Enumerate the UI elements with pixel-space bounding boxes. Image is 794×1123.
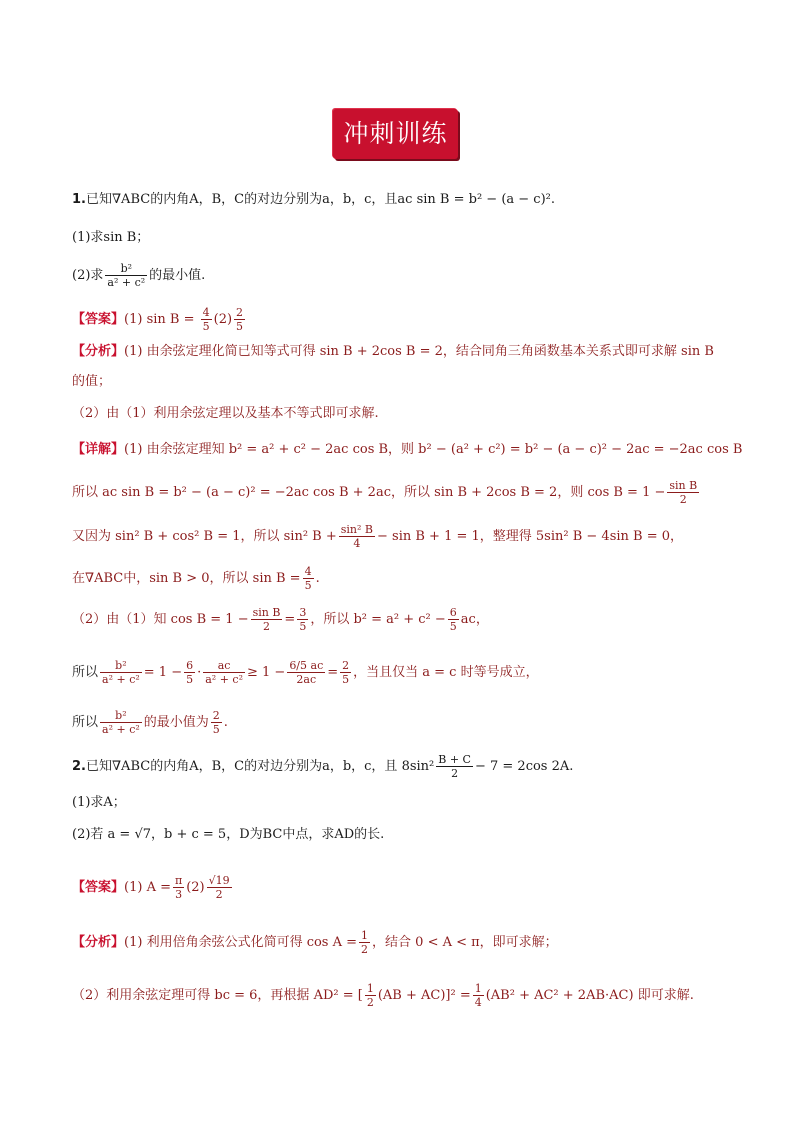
text: 又因为 sin² B + cos² B = 1，所以 sin² B + bbox=[72, 529, 337, 544]
text: − sin B + 1 = 1，整理得 5sin² B − 4sin B = 0， bbox=[377, 529, 684, 544]
problem-2-question-1: (1)求A； bbox=[72, 795, 126, 810]
numerator: 1 bbox=[366, 982, 374, 995]
fraction bbox=[436, 753, 473, 780]
problem-1-question-2 bbox=[72, 262, 205, 289]
text: (2)求 bbox=[72, 268, 104, 283]
numerator: √19 bbox=[208, 874, 230, 887]
answer-tag: 【答案】 bbox=[72, 312, 125, 327]
text: 所以 bbox=[72, 665, 99, 680]
text: 的最小值为 bbox=[143, 715, 209, 730]
fraction bbox=[234, 306, 245, 333]
problem-2-analysis-1 bbox=[72, 929, 558, 956]
denominator: 2 bbox=[361, 943, 369, 956]
problem-1-detail-3 bbox=[72, 523, 683, 550]
text: (1) A = bbox=[124, 880, 171, 895]
text: (1) 由余弦定理知 b² = a² + c² − 2ac cos B，则 b² − (a² + c²) = b² − (a − c)² − 2ac = −2ac cos B bbox=[124, 442, 743, 457]
text: (2) bbox=[186, 880, 205, 895]
fraction bbox=[297, 606, 308, 633]
numerator: 1 bbox=[361, 929, 369, 942]
problem-1-detail-7 bbox=[72, 709, 228, 736]
problem-1-detail-5 bbox=[72, 606, 489, 633]
denominator: a² + c² bbox=[102, 673, 140, 686]
problem-2-answer bbox=[72, 874, 234, 901]
fraction bbox=[184, 659, 195, 686]
text: （2）利用余弦定理可得 bc = 6，再根据 AD² = [ bbox=[72, 988, 363, 1003]
text: ≥ 1 − bbox=[246, 665, 286, 680]
denominator: 2 bbox=[679, 493, 687, 506]
problem-1-analysis-2: （2）由（1）利用余弦定理以及基本不等式即可求解. bbox=[72, 406, 379, 421]
problem-text: 已知∇ABC的内角A，B，C的对边分别为a，b，c，且ac sin B = b² − (a − c)². bbox=[85, 192, 556, 207]
text: ，结合 0 < A < π，即可求解； bbox=[372, 935, 558, 950]
problem-1-analysis bbox=[72, 343, 714, 361]
fraction bbox=[287, 659, 325, 686]
denominator: 5 bbox=[299, 620, 307, 633]
fraction bbox=[365, 982, 376, 1009]
fraction bbox=[340, 659, 351, 686]
numerator: b² bbox=[105, 262, 147, 276]
numerator: 2 bbox=[236, 306, 244, 319]
text: . bbox=[315, 571, 320, 586]
denominator: 4 bbox=[353, 537, 361, 550]
denominator: 2ac bbox=[296, 673, 317, 686]
fraction bbox=[100, 709, 142, 736]
problem-1-detail-4 bbox=[72, 565, 320, 592]
problem-1-detail-1 bbox=[72, 441, 742, 459]
analysis-tag: 【分析】 bbox=[72, 935, 125, 950]
numerator: 6 bbox=[449, 606, 457, 619]
denominator: 5 bbox=[186, 673, 194, 686]
denominator: 2 bbox=[215, 888, 223, 901]
denominator: 5 bbox=[202, 320, 210, 333]
text: (1) sin B = bbox=[124, 312, 195, 327]
fraction bbox=[207, 874, 232, 901]
text: 所以 ac sin B = b² − (a − c)² = −2ac cos B + 2ac，所以 sin B + 2cos B = 2，则 cos B = 1 − bbox=[72, 485, 666, 500]
problem-1-answer bbox=[72, 306, 247, 333]
denominator: 4 bbox=[474, 996, 482, 1009]
text: ，当且仅当 a = c 时等号成立， bbox=[353, 665, 539, 680]
problem-2-question-2: (2)若 a = √7，b + c = 5，D为BC中点，求AD的长. bbox=[72, 827, 385, 842]
problem-2-analysis-2 bbox=[72, 982, 694, 1009]
numerator: 1 bbox=[474, 982, 482, 995]
denominator: 5 bbox=[236, 320, 244, 333]
denominator: a² + c² bbox=[205, 673, 243, 686]
denominator: 2 bbox=[366, 996, 374, 1009]
problem-number: 2. bbox=[72, 759, 86, 774]
text: = bbox=[284, 612, 296, 627]
detail-tag: 【详解】 bbox=[72, 442, 125, 457]
text: . bbox=[223, 715, 228, 730]
text: − 7 = 2cos 2A. bbox=[474, 759, 574, 774]
text: 在∇ABC中，sin B > 0，所以 sin B = bbox=[72, 571, 301, 586]
fraction bbox=[667, 479, 699, 506]
denominator: 3 bbox=[175, 888, 183, 901]
numerator: π bbox=[174, 874, 183, 887]
denominator: 5 bbox=[342, 673, 350, 686]
text: ，所以 b² = a² + c² − bbox=[310, 612, 446, 627]
numerator: 6 bbox=[186, 659, 194, 672]
answer-tag: 【答案】 bbox=[72, 880, 125, 895]
numerator: sin B bbox=[252, 606, 281, 619]
numerator: 2 bbox=[212, 709, 220, 722]
numerator: sin B bbox=[669, 479, 698, 492]
numerator: 6/5 ac bbox=[289, 659, 324, 672]
denominator: 2 bbox=[263, 620, 270, 633]
text: 所以 bbox=[72, 715, 99, 730]
problem-1-detail-2 bbox=[72, 479, 701, 506]
problem-1-analysis-cont: 的值； bbox=[72, 374, 112, 389]
text: · bbox=[197, 665, 202, 680]
text: (1) 由余弦定理化简已知等式可得 sin B + 2cos B = 2，结合同角三角函数基本关系式即可求解 sin B bbox=[124, 344, 714, 359]
fraction bbox=[339, 523, 375, 550]
text: (AB² + AC² + 2AB·AC) 即可求解. bbox=[485, 988, 694, 1003]
numerator: 3 bbox=[299, 606, 307, 619]
numerator: 4 bbox=[304, 565, 312, 578]
text: (AB + AC)]² = bbox=[377, 988, 471, 1003]
text: = 1 − bbox=[143, 665, 183, 680]
text: （2）由（1）知 cos B = 1 − bbox=[72, 612, 249, 627]
text: 已知∇ABC的内角A，B，C的对边分别为a，b，c，且 8sin² bbox=[85, 759, 435, 774]
problem-number: 1. bbox=[72, 192, 86, 207]
text: = bbox=[327, 665, 339, 680]
fraction bbox=[448, 606, 459, 633]
problem-1-question-1: (1)求sin B； bbox=[72, 230, 150, 245]
fraction bbox=[173, 874, 184, 901]
problem-1-detail-6 bbox=[72, 659, 539, 686]
numerator: 2 bbox=[342, 659, 350, 672]
denominator: 2 bbox=[451, 767, 459, 780]
section-banner: 冲刺训练 bbox=[333, 109, 458, 159]
fraction bbox=[211, 709, 222, 736]
fraction bbox=[100, 659, 142, 686]
denominator: 5 bbox=[449, 620, 457, 633]
fraction bbox=[251, 606, 283, 633]
text: (1) 利用倍角余弦公式化简可得 cos A = bbox=[124, 935, 358, 950]
denominator: a² + c² bbox=[107, 276, 146, 289]
problem-2-stem bbox=[72, 753, 573, 780]
fraction bbox=[359, 929, 370, 956]
fraction bbox=[473, 982, 484, 1009]
fraction bbox=[201, 306, 212, 333]
problem-1-stem bbox=[72, 191, 555, 209]
text: ac， bbox=[460, 612, 489, 627]
denominator: 5 bbox=[304, 579, 312, 592]
analysis-tag: 【分析】 bbox=[72, 344, 125, 359]
fraction bbox=[203, 659, 245, 686]
numerator: B + C bbox=[438, 753, 471, 766]
numerator: b² bbox=[100, 659, 142, 673]
text: (2) bbox=[213, 312, 233, 327]
fraction bbox=[105, 262, 147, 289]
numerator: 4 bbox=[202, 306, 210, 319]
numerator: b² bbox=[100, 709, 142, 723]
numerator: sin² B bbox=[340, 523, 373, 536]
numerator: ac bbox=[203, 659, 245, 673]
text: 的最小值. bbox=[149, 268, 206, 283]
denominator: 5 bbox=[212, 723, 220, 736]
denominator: a² + c² bbox=[102, 723, 140, 736]
fraction bbox=[303, 565, 314, 592]
